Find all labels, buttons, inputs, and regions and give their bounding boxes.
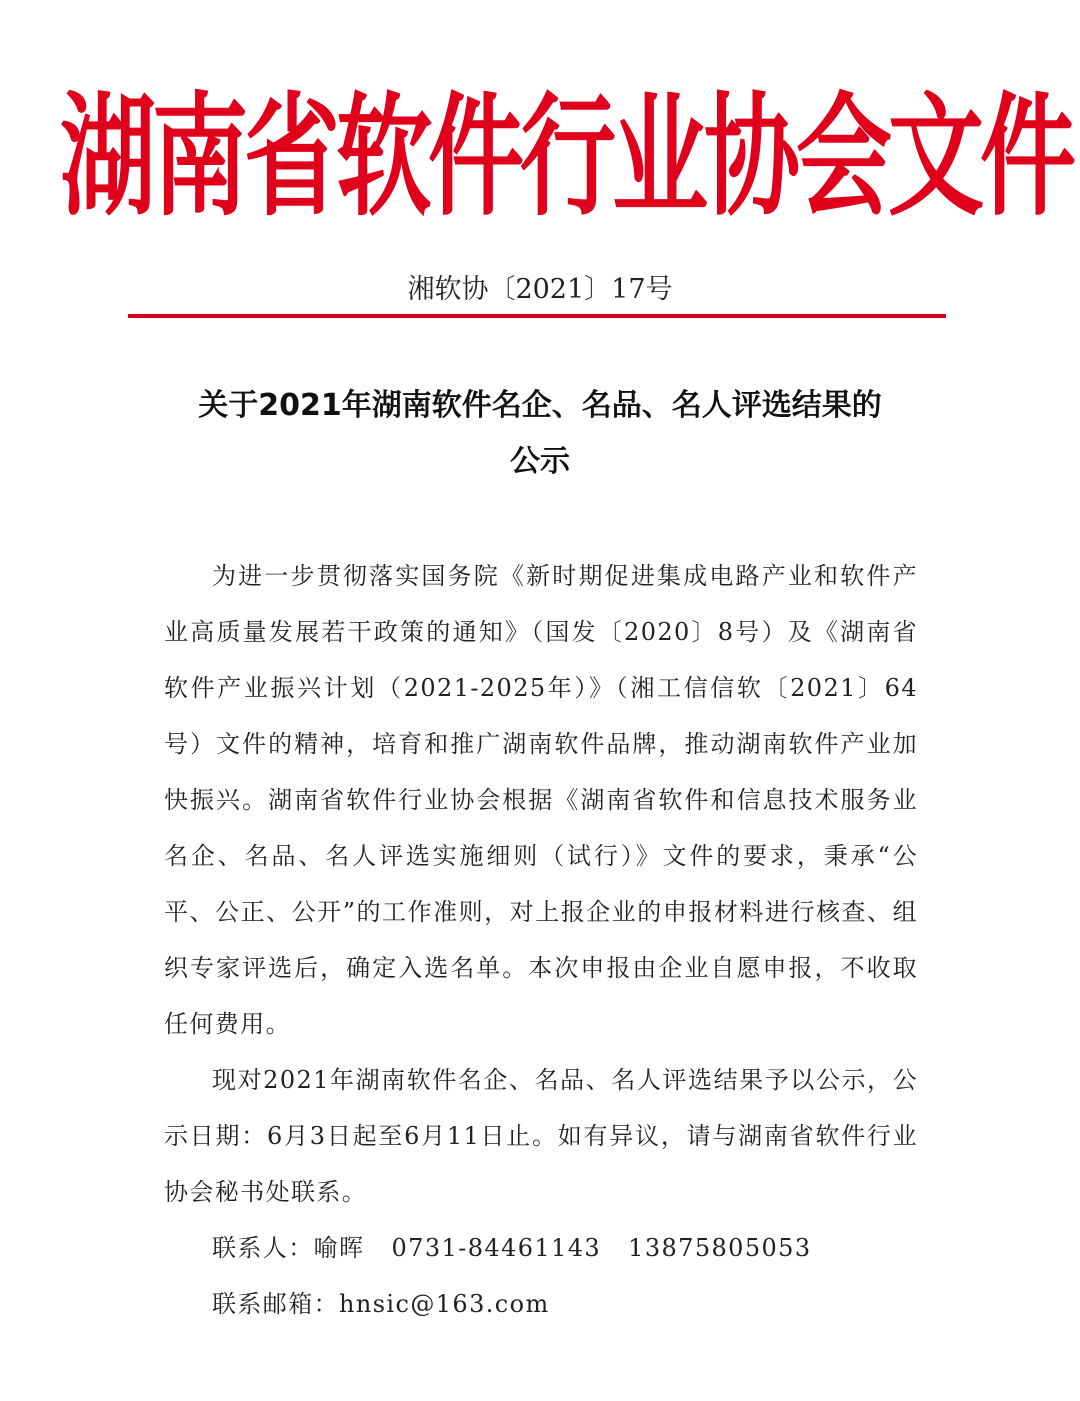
body-paragraph-2: 现对2021年湖南软件名企、名品、名人评选结果予以公示，公示日期：6月3日起至6月11日止。如有异议，请与湖南省软件行业协会秘书处联系。 — [164, 1066, 918, 1206]
masthead-text: 湖南省软件行业协会文件 — [60, 78, 1072, 235]
contact-person-label: 联系人： — [212, 1234, 314, 1262]
document-body — [164, 548, 918, 1332]
contact-person-name: 喻晖 — [313, 1234, 365, 1262]
contact-email-line — [164, 1276, 918, 1332]
contact-email-label: 联系邮箱： — [212, 1290, 339, 1318]
red-divider-line — [128, 314, 946, 318]
title-line-1: 关于2021年湖南软件名企、名品、名人评选结果的 — [198, 388, 882, 423]
body-paragraph-1: 为进一步贯彻落实国务院《新时期促进集成电路产业和软件产业高质量发展若干政策的通知》（国发〔2020〕8号）及《湖南省软件产业振兴计划（2021-2025年）》（湘工信信软〔2021〕64号）文件的精神，培育和推广湖南软件品牌，推动湖南软件产业加快振兴。湖南省软件行业协会根据《湖南省软件和信息技术服务业名企、名品、名人评选实施细则（试行）》文件的要求，秉承“公平、公正、公开”的工作准则，对上报企业的申报材料进行核查、组织专家评选后，确定入选名单。本次申报由企业自愿申报，不收取任何费用。 — [164, 562, 918, 1038]
title-line-2: 公示 — [510, 444, 570, 479]
contact-email: hnsic@163.com — [339, 1290, 550, 1318]
contact-mobile: 13875805053 — [628, 1234, 812, 1262]
document-title — [120, 378, 960, 490]
contact-person-line — [164, 1220, 918, 1276]
document-number: 湘软协〔2021〕17号 — [407, 274, 673, 305]
document-masthead — [60, 78, 1072, 235]
contact-phone: 0731-84461143 — [391, 1234, 602, 1262]
